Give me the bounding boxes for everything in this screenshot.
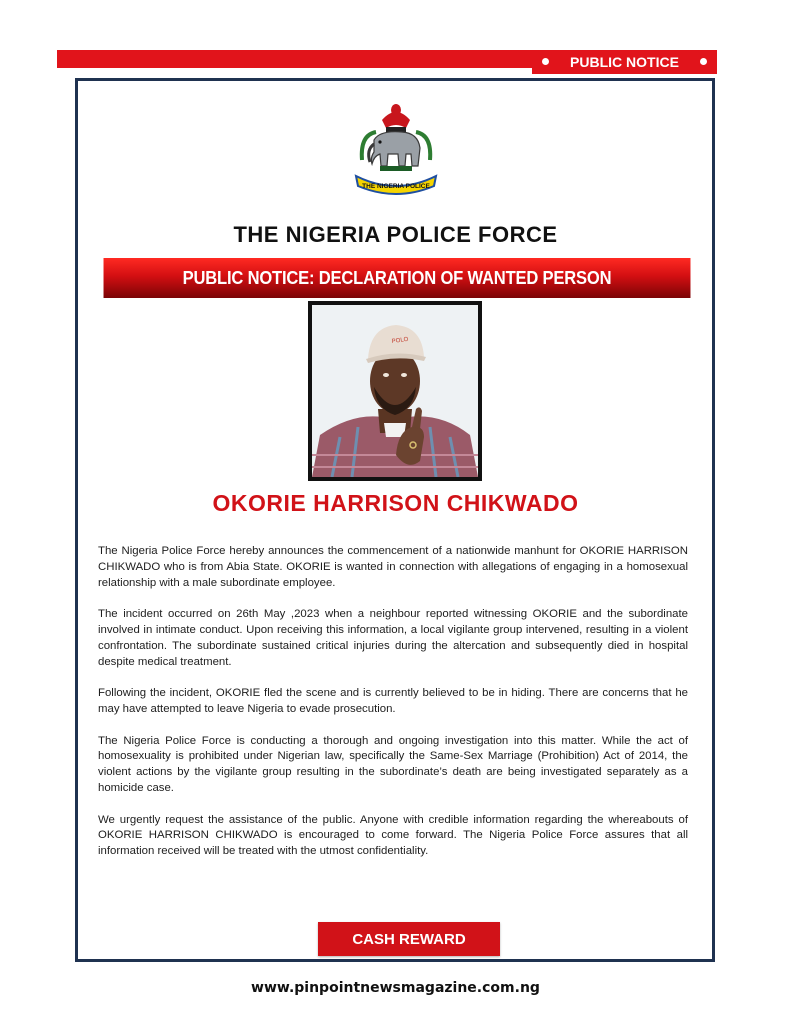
page-title: THE NIGERIA POLICE FORCE bbox=[233, 222, 558, 247]
notice-paragraph: The Nigeria Police Force hereby announces the commencement of a nationwide manhunt for OKORIE HARRISON CHIKWADO who is from Abia State. OKORIE is wanted in connection with allegations of engaging in a homosexual relationship with a male subordinate employee. bbox=[98, 545, 688, 589]
bullet-dot-icon bbox=[542, 58, 549, 65]
notice-body bbox=[98, 544, 688, 876]
portrait-illustration bbox=[312, 305, 478, 477]
svg-text:POLO: POLO bbox=[391, 336, 409, 345]
notice-paragraph: We urgently request the assistance of the public. Anyone with credible information regarding the whereabouts of OKORIE HARRISON CHIKWADO is encouraged to come forward. The Nigeria Police Force assures that all information received will be treated with the utmost confidentiality. bbox=[98, 813, 688, 858]
bullet-dot-icon bbox=[700, 58, 707, 65]
notice-paragraph: The incident occurred on 26th May ,2023 when a neighbour reported witnessing OKORIE and the subordinate involved in intimate conduct. Upon receiving this information, a local vigilante group intervened, resulting in a violent confrontation. The subordinate sustained critical injuries during the altercation and subsequently died in hospital despite medical treatment. bbox=[98, 608, 688, 668]
notice-paragraph: Following the incident, OKORIE fled the scene and is currently believed to be in hiding. There are concerns that he may have attempted to leave Nigeria to evade prosecution. bbox=[98, 687, 688, 715]
declaration-banner: PUBLIC NOTICE: DECLARATION OF WANTED PERSON bbox=[104, 258, 691, 298]
public-notice-tab-label: PUBLIC NOTICE bbox=[570, 54, 679, 70]
notice-paragraph: The Nigeria Police Force is conducting a thorough and ongoing investigation into this matter. While the act of homosexuality is prohibited under Nigerian law, specifically the Same-Sex Marriage (Prohibition) Act of 2014, the violent actions by the vigilante group resulting in the subordinate’s death are being investigated separately as a homicide case. bbox=[98, 734, 688, 794]
footer-website-link[interactable]: www.pinpointnewsmagazine.com.ng bbox=[251, 980, 540, 996]
nigeria-police-crest-icon bbox=[350, 100, 442, 200]
cash-reward-button[interactable]: CASH REWARD bbox=[318, 922, 500, 956]
svg-text:THE NIGERIA POLICE: THE NIGERIA POLICE bbox=[362, 183, 430, 190]
wanted-person-name: OKORIE HARRISON CHIKWADO bbox=[212, 490, 579, 516]
wanted-person-photo bbox=[308, 301, 482, 481]
public-notice-tab bbox=[532, 50, 717, 74]
